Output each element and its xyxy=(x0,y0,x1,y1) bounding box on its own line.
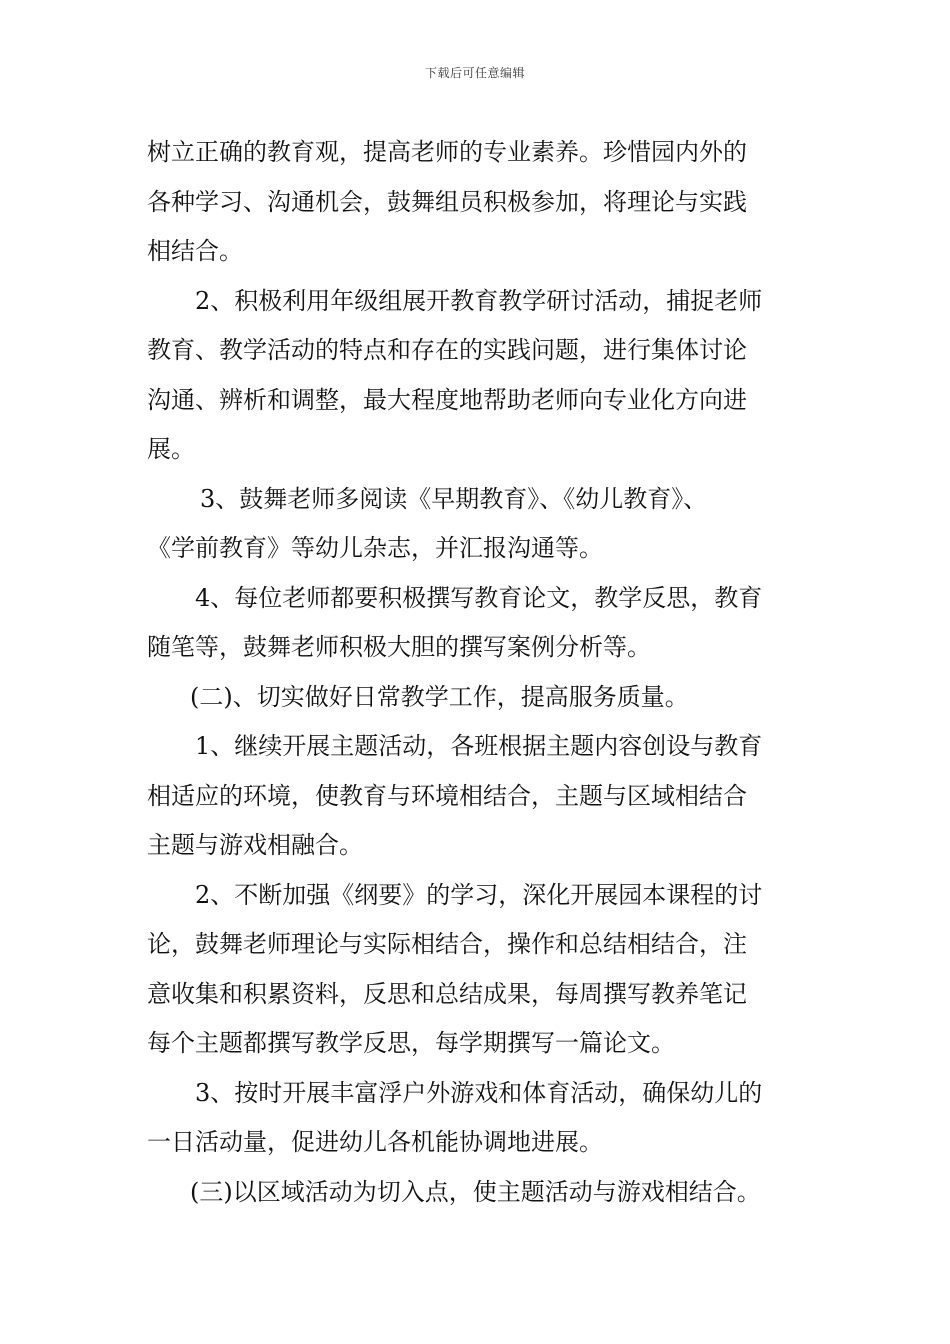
page-header: 下载后可任意编辑 xyxy=(424,66,525,80)
text-line: 树立正确的教育观，提高老师的专业素养。珍惜园内外的 xyxy=(147,138,747,166)
paragraph-2 xyxy=(147,277,813,475)
text-line: 1、继续开展主题活动，各班根据主题内容创设与教育 xyxy=(195,732,763,760)
paragraph-9 xyxy=(147,1168,813,1218)
text-line: 意收集和积累资料，反思和总结成果，每周撰写教养笔记 xyxy=(147,979,747,1008)
paragraph-6 xyxy=(147,722,813,871)
text-line: 《学前教育》等幼儿杂志，并汇报沟通等。 xyxy=(147,534,603,562)
text-line: 相结合。 xyxy=(147,237,243,265)
text-line: 主题与游戏相融合。 xyxy=(147,831,363,859)
text-line: 各种学习、沟通机会，鼓舞组员积极参加，将理论与实践 xyxy=(147,187,747,216)
paragraph-8 xyxy=(147,1069,813,1168)
paragraph-4 xyxy=(147,574,813,673)
text-line: 一日活动量，促进幼儿各机能协调地进展。 xyxy=(147,1128,603,1156)
text-line: 论，鼓舞老师理论与实际相结合，操作和总结相结合，注 xyxy=(147,930,747,958)
text-line: 展。 xyxy=(147,435,195,463)
text-line: 2、不断加强《纲要》的学习，深化开展园本课程的讨 xyxy=(195,880,763,909)
text-line: 3、鼓舞老师多阅读《早期教育》、《幼儿教育》、 xyxy=(200,484,708,513)
text-line: 教育、教学活动的特点和存在的实践问题，进行集体讨论 xyxy=(147,336,747,364)
paragraph-7 xyxy=(147,871,813,1069)
text-line: 随笔等，鼓舞老师积极大胆的撰写案例分析等。 xyxy=(147,633,651,661)
text-line: 2、积极利用年级组展开教育教学研讨活动，捕捉老师 xyxy=(195,286,763,315)
text-line: 每个主题都撰写教学反思，每学期撰写一篇论文。 xyxy=(147,1029,675,1057)
text-line: 相适应的环境，使教育与环境相结合，主题与区域相结合 xyxy=(147,781,747,810)
text-line: (二)、切实做好日常教学工作，提高服务质量。 xyxy=(190,682,689,711)
paragraph-1 xyxy=(147,128,813,277)
text-line: (三)以区域活动为切入点，使主题活动与游戏相结合。 xyxy=(190,1177,761,1206)
text-line: 4、每位老师都要积极撰写教育论文，教学反思，教育 xyxy=(195,583,763,612)
text-line: 沟通、辨析和调整，最大程度地帮助老师向专业化方向进 xyxy=(147,385,747,414)
paragraph-5 xyxy=(147,673,813,723)
paragraph-3 xyxy=(147,475,813,574)
document-body xyxy=(147,128,813,1217)
text-line: 3、按时开展丰富浮户外游戏和体育活动，确保幼儿的 xyxy=(195,1078,763,1107)
